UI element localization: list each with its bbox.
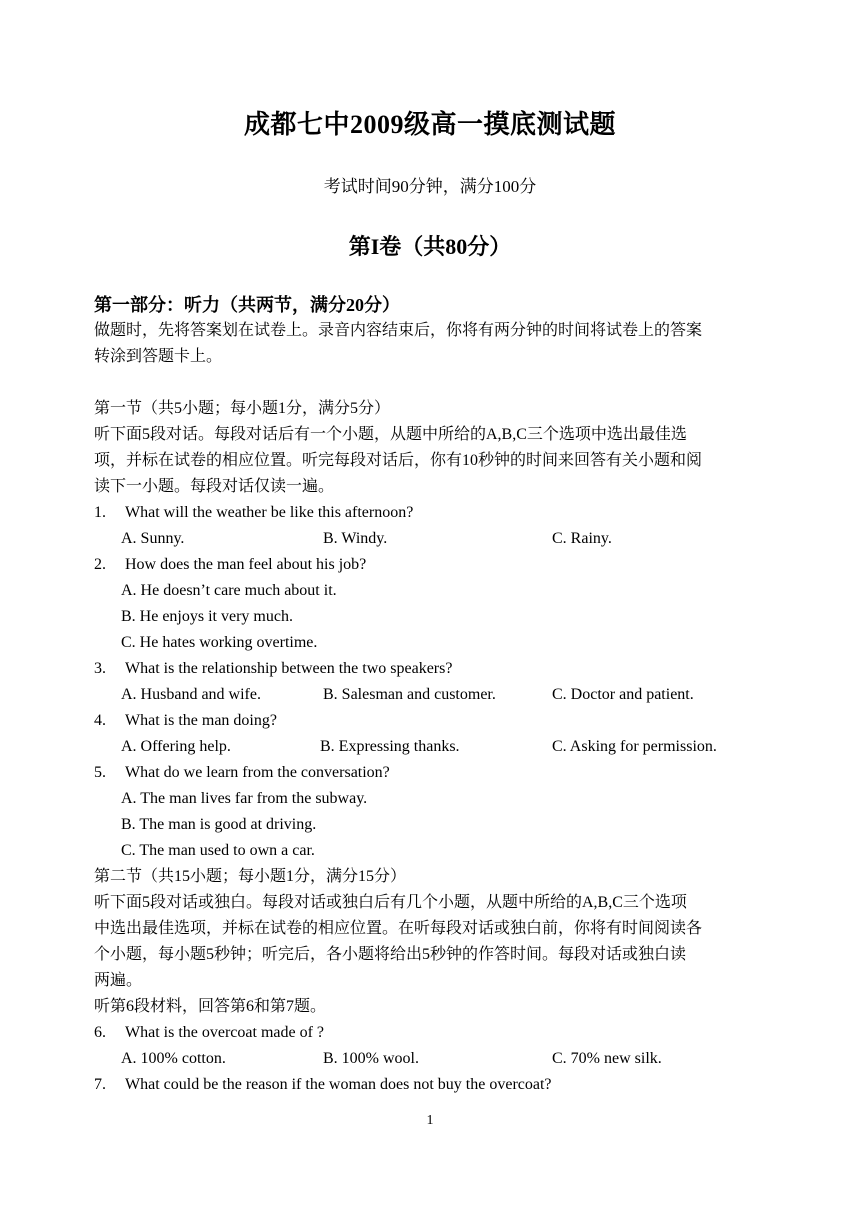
option-c: C. Rainy. (552, 530, 612, 547)
option-c: C. He hates working overtime. (121, 634, 318, 651)
question-text: How does the man feel about his job? (125, 556, 367, 573)
question-2 (94, 552, 764, 578)
section1-heading: 第一节（共5小题；每小题1分，满分5分） (94, 400, 391, 417)
question-3 (94, 656, 764, 682)
option-c: C. Doctor and patient. (552, 686, 694, 703)
option-b: B. Expressing thanks. (320, 738, 460, 755)
exam-content (94, 292, 764, 1098)
option-c: C. The man used to own a car. (121, 842, 315, 859)
question-number: 5. (94, 764, 106, 781)
option-c: C. 70% new silk. (552, 1050, 662, 1067)
section2-instructions-line: 两遍。 (94, 972, 143, 989)
section2-instructions-line: 个小题，每小题5秒钟；听完后，各小题将给出5秒钟的作答时间。每段对话或独白读 (94, 946, 687, 963)
option-b: B. 100% wool. (323, 1050, 419, 1067)
option-a: A. Sunny. (121, 530, 185, 547)
question-number: 1. (94, 504, 106, 521)
question-1 (94, 500, 764, 526)
question-text: What will the weather be like this afternoon? (125, 504, 414, 521)
section2-heading: 第二节（共15小题；每小题1分，满分15分） (94, 868, 407, 885)
question-number: 4. (94, 712, 106, 729)
section2-instructions-line: 中选出最佳选项，并标在试卷的相应位置。在听每段对话或独白前，你将有时间阅读各 (94, 920, 703, 937)
option-a: A. 100% cotton. (121, 1050, 226, 1067)
question-7 (94, 1072, 764, 1098)
question-number: 6. (94, 1024, 106, 1041)
question-number: 7. (94, 1076, 106, 1093)
section1-instructions-line: 项，并标在试卷的相应位置。听完每段对话后，你有10秒钟的时间来回答有关小题和阅 (94, 452, 703, 469)
material-6-note: 听第6段材料，回答第6和第7题。 (94, 998, 327, 1015)
question-5 (94, 760, 764, 786)
question-3-options (94, 682, 764, 708)
question-text: What is the overcoat made of ? (125, 1024, 325, 1041)
option-a: A. The man lives far from the subway. (121, 790, 368, 807)
option-b: B. The man is good at driving. (121, 816, 317, 833)
exam-duration: 考试时间90分钟，满分100分 (323, 177, 537, 196)
question-text: What is the relationship between the two speakers? (125, 660, 453, 677)
question-text: What could be the reason if the woman does not buy the overcoat? (125, 1076, 552, 1093)
option-a: A. Husband and wife. (121, 686, 261, 703)
section2-instructions-line: 听下面5段对话或独白。每段对话或独白后有几个小题，从题中所给的A,B,C三个选项 (94, 894, 687, 911)
question-6-options (94, 1046, 764, 1072)
question-4 (94, 708, 764, 734)
option-b: B. Windy. (323, 530, 388, 547)
option-a: A. He doesn’t care much about it. (121, 582, 337, 599)
volume-heading: 第I卷（共80分） (348, 234, 512, 259)
question-text: What is the man doing? (125, 712, 277, 729)
question-1-options (94, 526, 764, 552)
question-number: 2. (94, 556, 106, 573)
option-b: B. He enjoys it very much. (121, 608, 293, 625)
question-text: What do we learn from the conversation? (125, 764, 390, 781)
part1-heading: 第一部分：听力（共两节，满分20分） (94, 295, 400, 315)
question-4-options (94, 734, 764, 760)
page-number: 1 (426, 1113, 434, 1128)
exam-title: 成都七中2009级高一摸底测试题 (243, 110, 616, 139)
option-a: A. Offering help. (121, 738, 231, 755)
question-6 (94, 1020, 764, 1046)
spacer (94, 370, 764, 396)
section1-instructions-line: 听下面5段对话。每段对话后有一个小题，从题中所给的A,B,C三个选项中选出最佳选 (94, 426, 687, 443)
question-number: 3. (94, 660, 106, 677)
part1-instructions-line: 转涂到答题卡上。 (94, 348, 223, 365)
option-b: B. Salesman and customer. (323, 686, 496, 703)
section1-instructions-line: 读下一小题。每段对话仅读一遍。 (94, 478, 335, 495)
part1-instructions-line: 做题时，先将答案划在试卷上。录音内容结束后，你将有两分钟的时间将试卷上的答案 (94, 322, 703, 339)
option-c: C. Asking for permission. (552, 738, 717, 755)
